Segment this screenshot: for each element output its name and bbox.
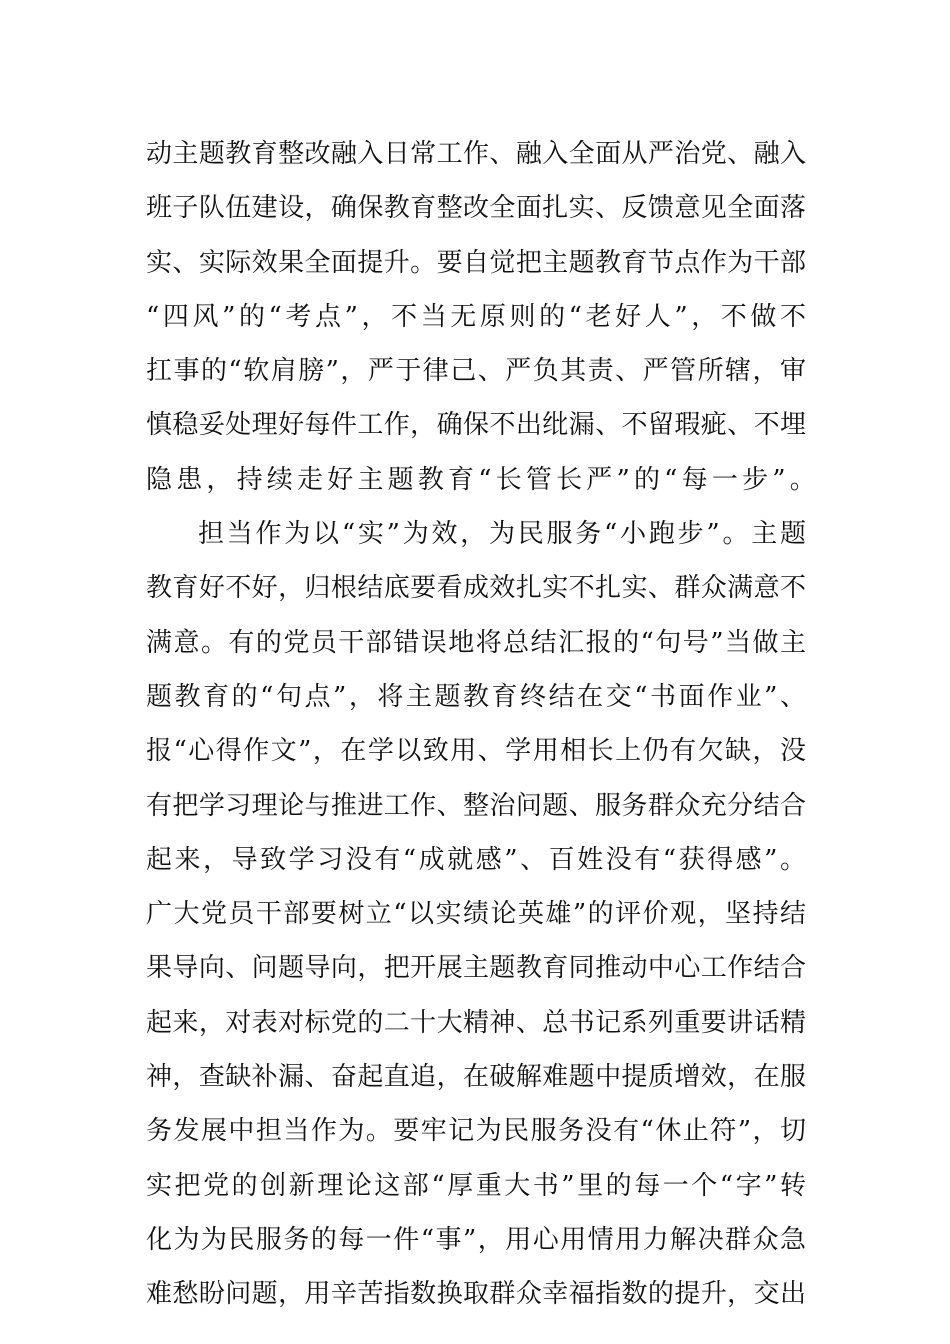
text-line-15: 广大党员干部要树立“以实绩论英雄”的评价观，坚持结 <box>146 899 806 930</box>
body-text <box>146 127 820 1322</box>
text-line-14: 起来，导致学习没有“成就感”、百姓没有“获得感”。 <box>146 844 806 875</box>
text-line-13: 有把学习理论与推进工作、整治问题、服务群众充分结合 <box>146 790 806 821</box>
text-line-4: “四风”的“考点”，不当无原则的“老好人”，不做不 <box>146 301 806 332</box>
text-line-16: 果导向、问题导向，把开展主题教育同推动中心工作结合 <box>146 953 806 984</box>
text-line-21: 化为为民服务的每一件“事”，用心用情用力解决群众急 <box>146 1224 806 1255</box>
text-line-10: 满意。有的党员干部错误地将总结汇报的“句号”当做主 <box>146 627 806 658</box>
text-line-7: 隐患，持续走好主题教育“长管长严”的“每一步”。 <box>146 464 820 495</box>
text-line-20: 实把党的创新理论这部“厚重大书”里的每一个“字”转 <box>146 1170 806 1201</box>
paragraph-heading-line: 担当作为以“实”为效，为民服务“小跑步”。主题 <box>198 519 806 550</box>
text-line-22: 难愁盼问题，用辛苦指数换取群众幸福指数的提升，交出 <box>146 1279 806 1310</box>
text-line-2: 班子队伍建设，确保教育整改全面扎实、反馈意见全面落 <box>146 193 806 224</box>
text-line-5: 扛事的“软肩膀”，严于律己、严负其责、严管所辖，审 <box>146 356 806 387</box>
text-line-6: 慎稳妥处理好每件工作，确保不出纰漏、不留瑕疵、不埋 <box>146 410 806 441</box>
text-line-11: 题教育的“句点”，将主题教育终结在交“书面作业”、 <box>146 681 806 712</box>
text-line-12: 报“心得作文”，在学以致用、学用相长上仍有欠缺，没 <box>146 736 806 767</box>
text-line-17: 起来，对表对标党的二十大精神、总书记系列重要讲话精 <box>146 1007 806 1038</box>
text-line-3: 实、实际效果全面提升。要自觉把主题教育节点作为干部 <box>146 247 806 278</box>
text-line-18: 神，查缺补漏、奋起直追，在破解难题中提质增效，在服 <box>146 1062 806 1093</box>
text-line-1: 动主题教育整改融入日常工作、融入全面从严治党、融入 <box>146 139 806 169</box>
text-line-9: 教育好不好，归根结底要看成效扎实不扎实、群众满意不 <box>146 573 806 604</box>
text-line-19: 务发展中担当作为。要牢记为民服务没有“休止符”，切 <box>146 1116 806 1147</box>
